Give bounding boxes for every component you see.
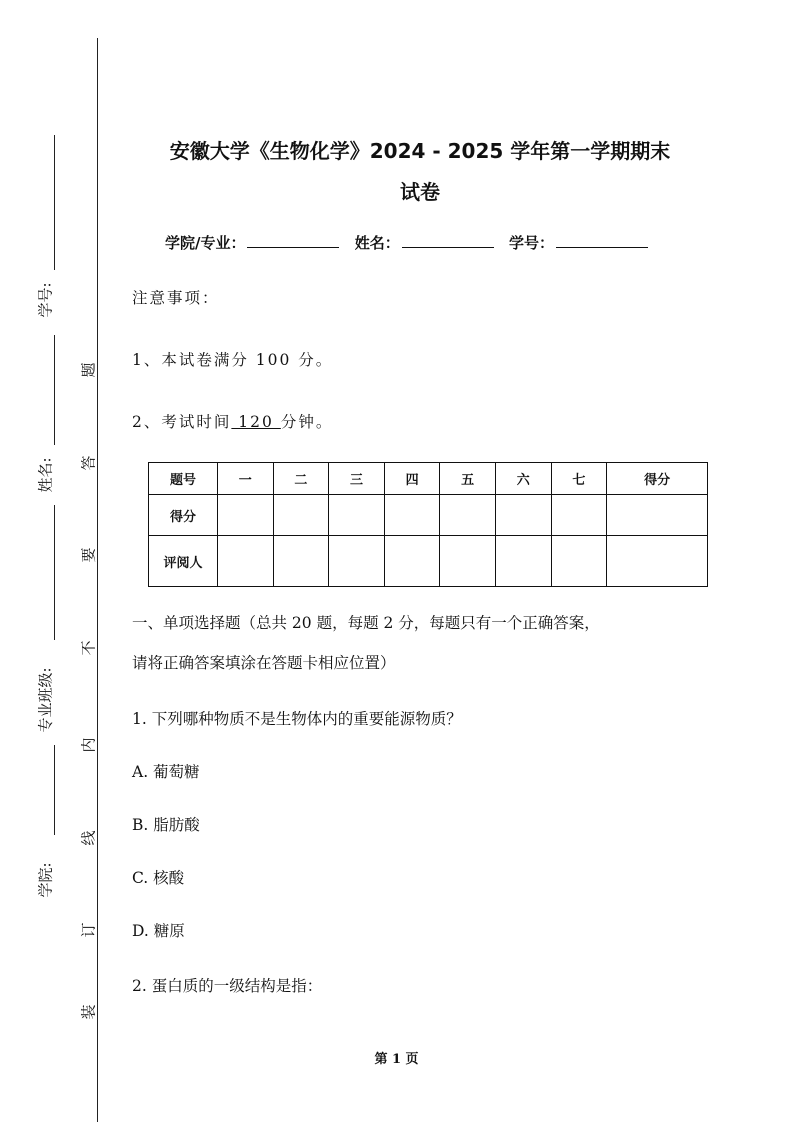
note-2-pre: 2、考试时间 [132,413,232,431]
margin-label-id: 学号: [36,282,55,318]
reviewer-cell [384,536,440,587]
student-info-line [165,232,658,253]
question-2-stem: 2. 蛋白质的一级结构是指： [132,977,323,995]
header-cell: 四 [384,463,440,495]
reviewer-cell [273,536,329,587]
seal-char: 装 [79,1004,98,1020]
reviewer-cell [551,536,607,587]
margin-label-class: 专业班级: [36,667,55,733]
id-label: 学号： [508,234,554,252]
header-cell: 题号 [149,463,218,495]
note-2 [132,410,333,432]
section-1-instructions: 请将正确答案填涂在答题卡相应位置） [132,654,396,672]
row-label: 得分 [149,495,218,536]
binding-line [97,38,98,1122]
seal-char: 题 [79,362,98,378]
exam-duration: 120 [231,413,281,431]
note-1: 1、本试卷满分 100 分。 [132,351,334,369]
note-2-post: 分钟。 [280,413,334,431]
score-cell [273,495,329,536]
reviewer-cell [607,536,708,587]
margin-blank-line [54,505,55,640]
seal-char: 答 [79,455,98,471]
margin-blank-line [54,135,55,270]
reviewer-cell [329,536,385,587]
exam-title: 安徽大学《生物化学》2024 - 2025 学年第一学期期末 [169,139,671,163]
seal-char: 内 [79,737,98,753]
question-1-option-b: B. 脂肪酸 [132,816,200,834]
score-cell [551,495,607,536]
college-label: 学院/专业： [165,234,246,252]
reviewer-cell [440,536,496,587]
reviewer-cell [495,536,551,587]
score-cell [607,495,708,536]
name-label: 姓名： [354,234,400,252]
section-1-heading: 一、单项选择题（总共 20 题，每题 2 分，每题只有一个正确答案， [132,614,600,632]
margin-label-college: 学院: [36,862,55,898]
score-cell [218,495,274,536]
margin-blank-line [54,335,55,445]
header-cell: 得分 [607,463,708,495]
name-blank[interactable] [402,233,494,248]
seal-char: 线 [79,830,98,846]
seal-char: 要 [79,547,98,563]
margin-label-name: 姓名: [36,457,55,493]
margin-blank-line [54,745,55,835]
score-row [149,495,708,536]
id-blank[interactable] [556,233,648,248]
score-cell [440,495,496,536]
header-cell: 二 [273,463,329,495]
row-label: 评阅人 [149,536,218,587]
reviewer-cell [218,536,274,587]
score-table [148,462,708,587]
notes-heading: 注意事项： [132,289,220,307]
score-cell [384,495,440,536]
header-cell: 一 [218,463,274,495]
score-table-header [149,463,708,495]
page-number: 第 1 页 [374,1052,419,1067]
header-cell: 七 [551,463,607,495]
seal-char: 不 [79,640,98,656]
seal-char: 订 [79,922,98,938]
header-cell: 五 [440,463,496,495]
score-cell [495,495,551,536]
header-cell: 三 [329,463,385,495]
college-blank[interactable] [247,233,339,248]
exam-title-cont: 试卷 [400,180,440,204]
question-1-option-c: C. 核酸 [132,869,185,887]
question-1-stem: 1. 下列哪种物质不是生物体内的重要能源物质？ [132,710,462,728]
score-cell [329,495,385,536]
question-1-option-a: A. 葡萄糖 [132,763,200,781]
reviewer-row [149,536,708,587]
question-1-option-d: D. 糖原 [132,922,185,940]
header-cell: 六 [495,463,551,495]
